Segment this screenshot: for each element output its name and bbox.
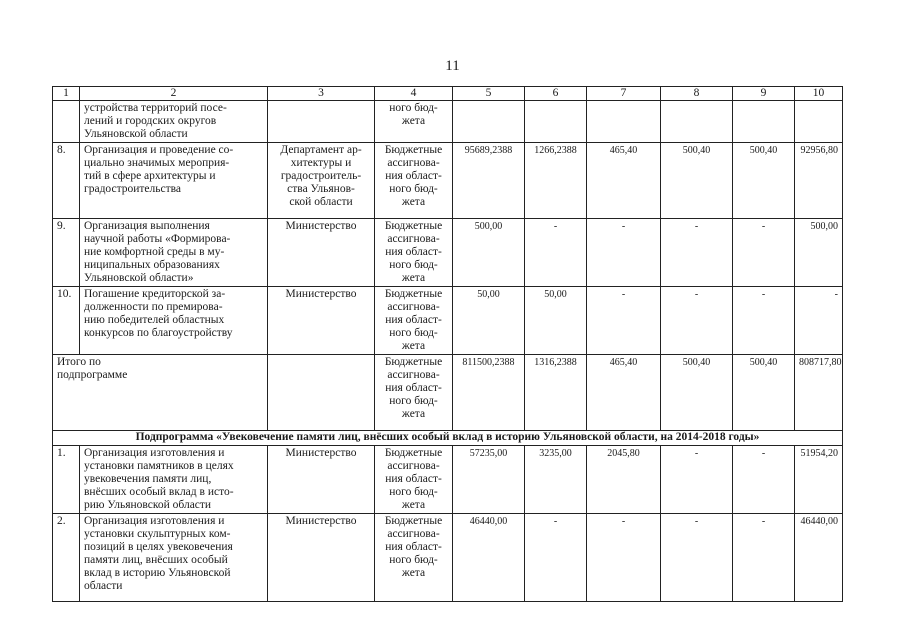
funding-source: Бюджетные ассигнова- ния област- ного бюд- жета	[375, 143, 453, 219]
row-number: 1.	[53, 446, 80, 514]
table-row	[53, 514, 843, 602]
amount-cell: -	[587, 219, 661, 287]
amount-cell: 51954,20	[795, 446, 843, 514]
amount-cell: 50,00	[525, 287, 587, 355]
table-row	[53, 219, 843, 287]
amount-cell: 2045,80	[587, 446, 661, 514]
column-number: 9	[733, 87, 795, 101]
funding-source: Бюджетные ассигнова- ния област- ного бюд- жета	[375, 355, 453, 431]
amount-cell: 3235,00	[525, 446, 587, 514]
activity-name: Организация выполнения научной работы «Формирова- ние комфортной среды в му- ниципальных образованиях Ульяновской области»	[80, 219, 268, 287]
amount-cell: 500,00	[795, 219, 843, 287]
amount-cell: 95689,2388	[453, 143, 525, 219]
executor: Министерство	[268, 219, 375, 287]
amount-cell	[733, 101, 795, 143]
column-number: 1	[53, 87, 80, 101]
row-number: 9.	[53, 219, 80, 287]
amount-cell	[525, 101, 587, 143]
subprogram-title: Подпрограмма «Увековечение памяти лиц, внёсших особый вклад в историю Ульяновской области, на 2014-2018 годы»	[53, 431, 843, 446]
amount-cell: 46440,00	[453, 514, 525, 602]
column-number: 2	[80, 87, 268, 101]
activity-name: Организация и проведение со- циально значимых мероприя- тий в сфере архитектуры и градостроительства	[80, 143, 268, 219]
amount-cell	[795, 101, 843, 143]
funding-source: Бюджетные ассигнова- ния област- ного бюд- жета	[375, 446, 453, 514]
executor	[268, 101, 375, 143]
executor: Департамент ар- хитектуры и градостроитель- ства Ульянов- ской области	[268, 143, 375, 219]
column-number: 7	[587, 87, 661, 101]
column-number: 10	[795, 87, 843, 101]
executor: Министерство	[268, 514, 375, 602]
budget-table	[52, 86, 843, 602]
amount-cell: -	[525, 514, 587, 602]
amount-cell: 46440,00	[795, 514, 843, 602]
subprogram-row	[53, 431, 843, 446]
row-number	[53, 101, 80, 143]
executor: Министерство	[268, 446, 375, 514]
total-label: Итого по подпрограмме	[53, 355, 268, 431]
total-row	[53, 355, 843, 431]
table-row	[53, 143, 843, 219]
column-number: 3	[268, 87, 375, 101]
executor	[268, 355, 375, 431]
funding-source: Бюджетные ассигнова- ния област- ного бюд- жета	[375, 219, 453, 287]
activity-name: Погашение кредиторской за- долженности по премирова- нию победителей областных конкурсов по благоустройству	[80, 287, 268, 355]
amount-cell: -	[661, 219, 733, 287]
column-number: 6	[525, 87, 587, 101]
amount-cell: -	[795, 287, 843, 355]
amount-cell: -	[587, 514, 661, 602]
column-number: 5	[453, 87, 525, 101]
table-row	[53, 287, 843, 355]
amount-cell: 500,40	[733, 143, 795, 219]
header-row	[53, 87, 843, 101]
amount-cell: 500,40	[661, 143, 733, 219]
funding-source: ного бюд- жета	[375, 101, 453, 143]
amount-cell: 500,40	[733, 355, 795, 431]
amount-cell: -	[661, 446, 733, 514]
amount-cell: 500,40	[661, 355, 733, 431]
column-number: 4	[375, 87, 453, 101]
table-row	[53, 101, 843, 143]
amount-cell	[587, 101, 661, 143]
amount-cell: 465,40	[587, 143, 661, 219]
amount-cell: -	[733, 219, 795, 287]
amount-cell: -	[525, 219, 587, 287]
amount-cell: 57235,00	[453, 446, 525, 514]
page-number: 11	[445, 58, 460, 74]
amount-cell: -	[661, 514, 733, 602]
amount-cell: 1266,2388	[525, 143, 587, 219]
funding-source: Бюджетные ассигнова- ния област- ного бюд- жета	[375, 287, 453, 355]
amount-cell	[453, 101, 525, 143]
amount-cell: 465,40	[587, 355, 661, 431]
amount-cell: -	[733, 287, 795, 355]
executor: Министерство	[268, 287, 375, 355]
table-row	[53, 446, 843, 514]
amount-cell: 1316,2388	[525, 355, 587, 431]
activity-name: Организация изготовления и установки скульптурных ком- позиций в целях увековечения памяти лиц, внёсших особый вклад в историю Ульяновской области	[80, 514, 268, 602]
amount-cell: -	[733, 446, 795, 514]
column-number: 8	[661, 87, 733, 101]
amount-cell: 811500,2388	[453, 355, 525, 431]
amount-cell: -	[587, 287, 661, 355]
amount-cell: -	[733, 514, 795, 602]
amount-cell: 808717,80	[795, 355, 843, 431]
row-number: 2.	[53, 514, 80, 602]
activity-name: устройства территорий посе- лений и городских округов Ульяновской области	[80, 101, 268, 143]
row-number: 8.	[53, 143, 80, 219]
activity-name: Организация изготовления и установки памятников в целях увековечения памяти лиц, внёсших особый вклад в исто- рию Ульяновской области	[80, 446, 268, 514]
amount-cell	[661, 101, 733, 143]
amount-cell: 500,00	[453, 219, 525, 287]
amount-cell: 92956,80	[795, 143, 843, 219]
row-number: 10.	[53, 287, 80, 355]
amount-cell: -	[661, 287, 733, 355]
funding-source: Бюджетные ассигнова- ния област- ного бюд- жета	[375, 514, 453, 602]
amount-cell: 50,00	[453, 287, 525, 355]
